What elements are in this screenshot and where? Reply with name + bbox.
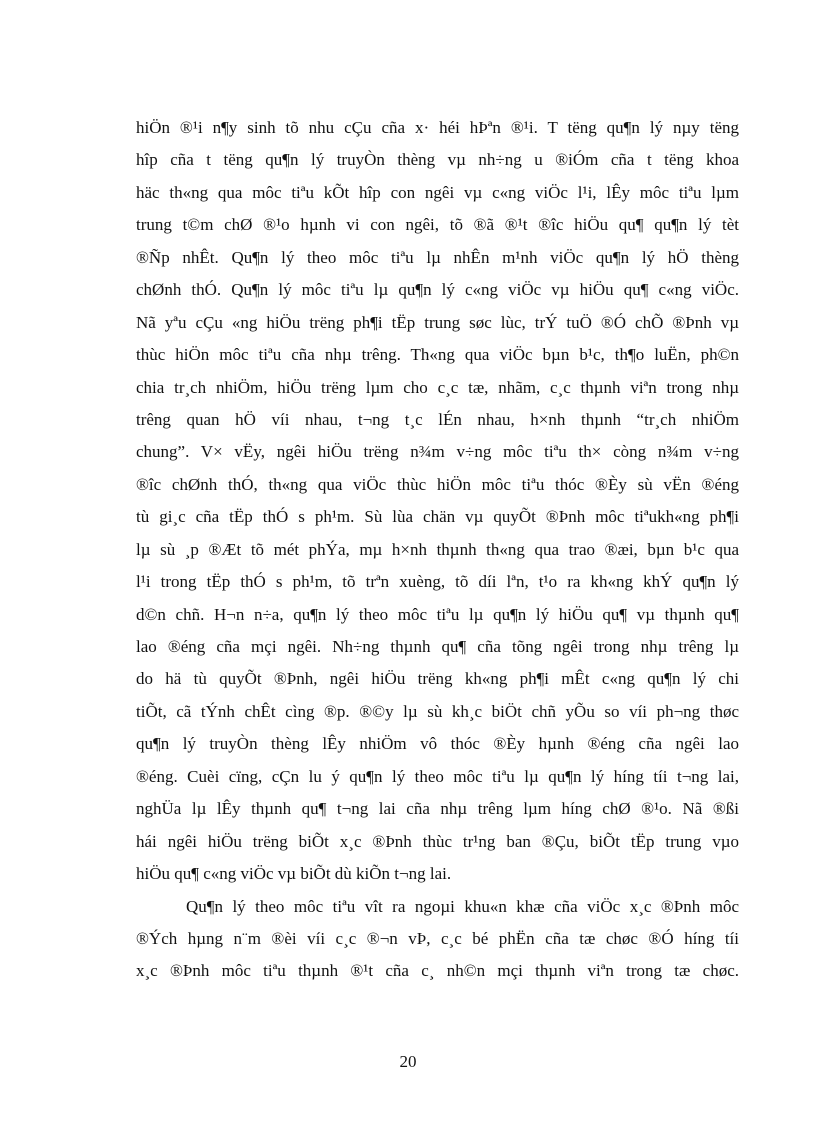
text-line: trêng quan hÖ víi nhau, t¬ng t¸c lÉn nhau, h×nh thµnh “tr¸ch nhiÖm bbox=[136, 409, 739, 429]
text-line: do hä tù quyÕt ®Þnh, ngêi hiÖu trëng kh«ng ph¶i mÊt c«ng qu¶n lý chi bbox=[136, 669, 739, 689]
text-line: Nã yªu cÇu «ng hiÖu trëng ph¶i tËp trung søc lùc, trÝ tuÖ ®Ó chÕ ®Þnh vµ bbox=[136, 312, 739, 332]
text-line: häc th«ng qua môc tiªu kÕt hîp con ngêi vµ c«ng viÖc l¹i, lÊy môc tiªu lµm bbox=[136, 182, 739, 202]
text-line: chung”. V× vËy, ngêi hiÖu trëng n¾m v÷ng môc tiªu th× còng n¾m v÷ng bbox=[136, 442, 739, 462]
text-line: d©n chñ. H¬n n÷a, qu¶n lý theo môc tiªu lµ qu¶n lý hiÖu qu¶ vµ thµnh qu¶ bbox=[136, 604, 739, 624]
body-text bbox=[136, 112, 739, 988]
text-line: x¸c ®Þnh môc tiªu thµnh ®¹t cña c¸ nh©n mçi thµnh viªn trong tæ chøc. bbox=[136, 961, 739, 981]
text-line: trung t©m chØ ®¹o hµnh vi con ngêi, tõ ®ã ®¹t ®îc hiÖu qu¶ qu¶n lý tèt bbox=[136, 215, 739, 235]
text-line: nghÜa lµ lÊy thµnh qu¶ t¬ng lai cña nhµ trêng lµm híng chØ ®¹o. Nã ®ßi bbox=[136, 799, 739, 819]
text-line: hái ngêi hiÖu trëng biÕt x¸c ®Þnh thùc tr¹ng ban ®Çu, biÕt tËp trung vµo bbox=[136, 831, 739, 851]
text-line: lµ sù ¸p ®Æt tõ mét phÝa, mµ h×nh thµnh th«ng qua trao ®æi, bµn b¹c qua bbox=[136, 539, 739, 559]
text-line: lao ®éng cña mçi ngêi. Nh÷ng thµnh qu¶ cña tõng ngêi trong nhµ trêng lµ bbox=[136, 637, 739, 656]
text-line: hiÖn ®¹i n¶y sinh tõ nhu cÇu cña x· héi hÞªn ®¹i. T tëng qu¶n lý nµy tëng bbox=[136, 118, 739, 137]
text-line: l¹i trong tËp thÓ s ph¹m, tõ trªn xuèng, tõ díi lªn, t¹o ra kh«ng khÝ qu¶n lý bbox=[136, 572, 739, 592]
text-line: chia tr¸ch nhiÖm, hiÖu trëng lµm cho c¸c tæ, nhãm, c¸c thµnh viªn trong nhµ bbox=[136, 377, 739, 397]
text-line: tiÕt, cã tÝnh chÊt cìng ®p. ®©y lµ sù kh¸c biÖt chñ yÕu so víi ph¬ng thøc bbox=[136, 701, 739, 721]
page-number: 20 bbox=[399, 1052, 417, 1071]
text-line: ®éng. Cuèi cïng, cÇn lu ý qu¶n lý theo môc tiªu lµ qu¶n lý híng tíi t¬ng lai, bbox=[136, 766, 739, 786]
text-line-paragraph-start: Qu¶n lý theo môc tiªu vît ra ngoµi khu«n khæ cña viÖc x¸c ®Þnh môc bbox=[186, 896, 739, 916]
text-line: tù gi¸c cña tËp thÓ s ph¹m. Sù lùa chän vµ quyÕt ®Þnh môc tiªukh«ng ph¶i bbox=[136, 507, 739, 527]
text-line: qu¶n lý truyÒn thèng lÊy nhiÖm vô thóc ®Èy hµnh ®éng cña ngêi lao bbox=[136, 734, 739, 754]
text-line: hîp cña t tëng qu¶n lý truyÒn thèng vµ nh÷ng u ®iÓm cña t tëng khoa bbox=[136, 150, 739, 170]
text-line: ®Ñp nhÊt. Qu¶n lý theo môc tiªu lµ nhÊn m¹nh viÖc qu¶n lý hÖ thèng bbox=[136, 247, 739, 267]
text-line: ®Ých hµng n¨m ®èi víi c¸c ®¬n vÞ, c¸c bé phËn cña tæ chøc ®Ó híng tíi bbox=[136, 928, 739, 948]
text-line-paragraph-end: hiÖu qu¶ c«ng viÖc vµ biÕt dù kiÕn t¬ng lai. bbox=[136, 864, 452, 884]
text-line: thùc hiÖn môc tiªu cña nhµ trêng. Th«ng qua viÖc bµn b¹c, th¶o luËn, ph©n bbox=[136, 345, 739, 365]
text-line: ®îc chØnh thÓ, th«ng qua viÖc thùc hiÖn môc tiªu thóc ®Èy sù vËn ®éng bbox=[136, 474, 739, 494]
text-line: chØnh thÓ. Qu¶n lý môc tiªu lµ qu¶n lý c«ng viÖc vµ hiÖu qu¶ c«ng viÖc. bbox=[136, 280, 739, 300]
